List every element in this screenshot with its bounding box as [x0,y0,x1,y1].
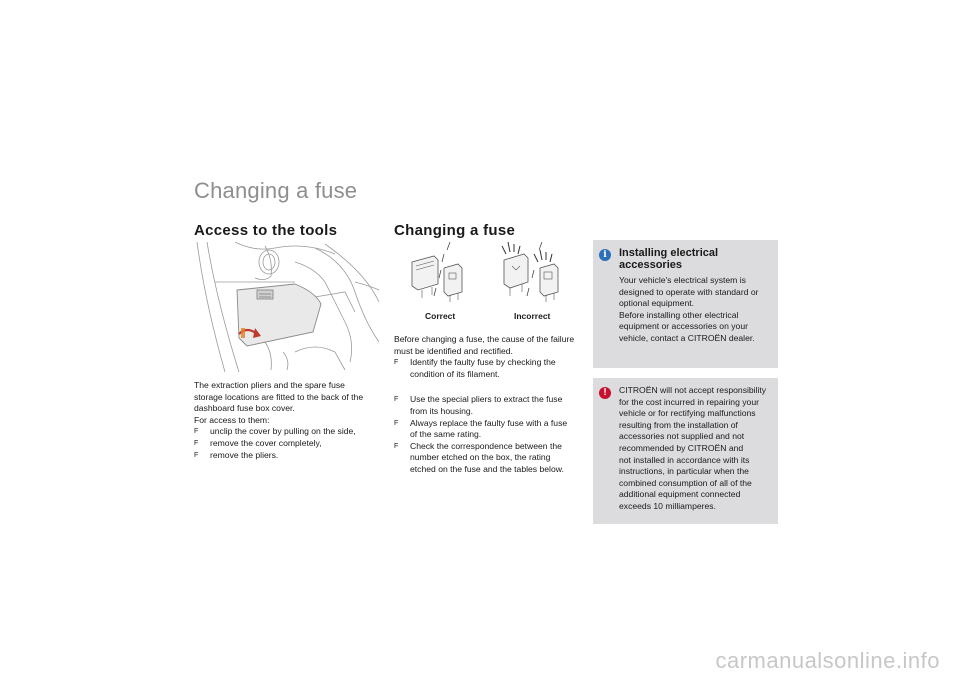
fuse-replace-list [394,394,589,475]
text-line: CITROËN will not accept responsibility [619,385,767,395]
bullet-mark: F [194,428,199,436]
list-item [194,426,384,438]
bullet-text: Use the special pliers to extract the fuse [410,394,563,405]
bullet-text: unclip the cover by pulling on the side, [210,426,356,437]
list-item [394,394,589,417]
text-line: recommended by CITROËN and [619,442,744,453]
bullet-mark: F [394,419,399,427]
text-line: not installed in accordance with its [619,454,750,465]
text-line: instructions, in particular when the [619,466,749,477]
bullet-text: Identify the faulty fuse by checking the [410,357,556,368]
text-line: must be identified and rectified. [394,345,513,356]
fuse-check-list [394,357,589,380]
list-item [394,441,589,476]
info-panel [593,240,778,368]
text-line: For access to them: [194,414,270,425]
warning-panel-text [619,385,775,513]
bullet-text: from its housing. [410,405,474,416]
list-item [394,418,589,441]
text-line: Before installing other electrical [619,309,739,320]
bullet-text: remove the pliers. [210,449,279,460]
text-line: additional equipment connected [619,489,741,500]
watermark-text: carmanualsonline.info [715,648,940,673]
text-line: resulting from the installation of [619,419,738,430]
page-title: Changing a fuse [194,178,358,203]
title-line: Installing electrical [619,247,719,259]
bullet-text: condition of its filament. [410,368,500,379]
text-line: designed to operate with standard or [619,286,759,297]
warning-panel [593,378,778,524]
bullet-mark: F [194,439,199,447]
list-item [194,438,384,450]
text-line: combined consumption of all of the [619,477,752,488]
text-line: storage locations are fitted to the back of the [194,391,364,402]
bullet-text: etched on the fuse and the tables below. [410,463,564,474]
list-item [394,357,589,380]
bullet-mark: F [394,396,399,404]
warning-icon: ! [599,387,611,399]
text-line: accessories not supplied and not [619,431,745,442]
text-line: equipment or accessories on your [619,321,748,332]
access-steps-list [194,426,384,461]
bullet-text: remove the cover completely, [210,437,322,448]
info-panel-text [619,275,775,345]
info-icon: i [599,249,611,261]
text-line: for the cost incurred in repairing your [619,396,759,407]
title-line: accessories [619,259,682,271]
text-line: dashboard fuse box cover. [194,403,295,414]
bullet-text: number etched on the box, the rating [410,452,551,463]
bullet-mark: F [394,359,399,367]
fuse-comparison-illustration [394,240,584,310]
dashboard-fusebox-drawing [195,242,379,372]
list-item [194,450,384,462]
text-line: The extraction pliers and the spare fuse [194,380,345,390]
text-line: vehicle, contact a CITROËN dealer. [619,332,755,343]
text-line: optional equipment. [619,298,695,309]
changing-fuse-text [394,334,589,476]
access-tools-text [194,380,384,461]
text-line: Your vehicle's electrical system is [619,275,746,285]
info-panel-title [619,247,718,271]
dashboard-illustration [195,242,379,372]
access-tools-heading: Access to the tools [194,222,338,239]
bullet-text: of the same rating. [410,429,482,440]
text-line: vehicle or for rectifying malfunctions [619,408,756,419]
text-line: exceeds 10 milliamperes. [619,500,716,511]
bullet-mark: F [194,451,199,459]
fuse-correct-label: Correct [425,311,456,321]
bullet-text: Always replace the faulty fuse with a fuse [410,417,568,428]
bullet-mark: F [394,442,399,450]
fuse-drawing [394,240,584,310]
fuse-incorrect-label: Incorrect [514,311,551,321]
bullet-text: Check the correspondence between the [410,440,562,451]
changing-fuse-heading: Changing a fuse [394,222,516,239]
text-line: Before changing a fuse, the cause of the failure [394,334,575,344]
